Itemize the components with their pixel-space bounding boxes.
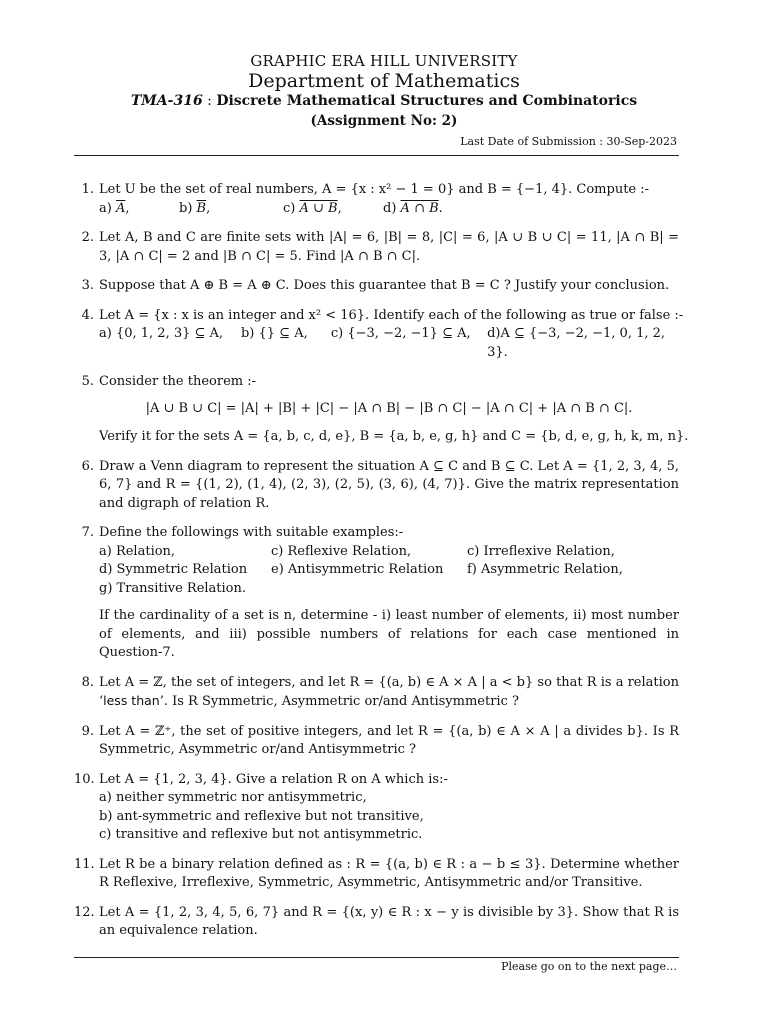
question-number: 2. — [81, 230, 94, 245]
question-12 — [74, 904, 679, 941]
submission-deadline: Last Date of Submission : 30-Sep-2023 — [460, 135, 677, 148]
inclusion-exclusion-formula: |A ∪ B ∪ C| = |A| + |B| + |C| − |A ∩ B| − |B ∩ C| − |A ∩ C| + |A ∩ B ∩ C|. — [145, 400, 633, 416]
university-name: GRAPHIC ERA HILL UNIVERSITY — [250, 52, 518, 70]
question-text: Let A = ℤ⁺, the set of positive integers, and let R = {(a, b) ∈ A × A | a divides b}. Is R Symmetric, Asymmetric or/and Antisymmetric ? — [99, 723, 679, 757]
question-text-part: Let A = ℤ, the set of integers, and let R = {(a, b) ∈ A × A | a < b} so that R is a relation ‘ — [99, 674, 679, 709]
question-number: 7. — [81, 525, 94, 540]
question-number: 6. — [81, 458, 94, 474]
course-code: TMA-316 — [130, 93, 203, 109]
question-number: 1. — [81, 182, 94, 197]
definition-item: d) Symmetric Relation — [99, 562, 248, 577]
question-text: Let A, B and C are finite sets with |A| = 6, |B| = 8, |C| = 6, |A ∪ B ∪ C| = 11, |A ∩ B| = 3, |A ∩ C| = 2 and |B ∩ C| = 5. Find |A ∩ B ∩ C|. — [99, 230, 679, 264]
option-d: d)A ⊆ {−3, −2, −1, 0, 1, 2, 3}. — [487, 326, 666, 360]
question-text: Consider the theorem :- — [99, 374, 257, 389]
next-page-note: Please go on to the next page… — [501, 960, 677, 973]
question-8 — [74, 674, 679, 712]
question-list — [74, 181, 689, 952]
question-paragraph: If the cardinality of a set is n, determine - i) least number of elements, ii) most number of elements, and iii) possible numbers of relations for each case mentioned in Question-7. — [99, 608, 679, 660]
option-d — [383, 200, 443, 219]
question-subtext: Verify it for the sets A = {a, b, c, d, e}, B = {a, b, e, g, h} and C = {b, d, e, g, h, k, m, n}. — [99, 429, 689, 444]
question-number: 3. — [81, 278, 94, 293]
question-number: 8. — [81, 674, 94, 690]
question-10 — [74, 771, 679, 845]
question-11 — [74, 856, 679, 893]
list-item: c) transitive and reflexive but not antisymmetric. — [99, 827, 423, 842]
question-number: 9. — [81, 723, 94, 739]
question-text: Let A = {x : x is an integer and x² < 16}. Identify each of the following as true or false :- — [99, 307, 684, 323]
option-c — [283, 200, 383, 219]
question-5 — [74, 373, 689, 447]
footer-divider — [74, 957, 679, 958]
option-b — [179, 200, 283, 219]
definition-item: c) Reflexive Relation, — [271, 543, 412, 559]
definition-row — [99, 561, 679, 580]
complement-intersection: A ∩ B — [400, 200, 439, 216]
option-a: a) {0, 1, 2, 3} ⊆ A, — [99, 326, 224, 341]
assignment-number: (Assignment No: 2) — [310, 113, 458, 129]
option-row — [99, 325, 679, 362]
option-punct: , — [206, 200, 211, 216]
question-number: 10. — [74, 771, 95, 787]
course-title — [0, 93, 768, 109]
option-b: b) {} ⊆ A, — [240, 326, 308, 341]
definition-item: f) Asymmetric Relation, — [467, 562, 623, 577]
course-name: Discrete Mathematical Structures and Combinatorics — [216, 93, 638, 109]
list-item: a) neither symmetric nor antisymmetric, — [99, 790, 367, 805]
question-4 — [74, 307, 684, 363]
definition-row — [99, 580, 679, 599]
question-text-part: ’. Is R Symmetric, Asymmetric or/and Antisymmetric ? — [159, 694, 519, 709]
question-6 — [74, 458, 679, 514]
question-number: 4. — [81, 307, 94, 323]
question-text: Define the followings with suitable examples:- — [99, 525, 404, 540]
question-number: 5. — [81, 374, 94, 389]
complement-a: $\overline{A}$ — [115, 200, 126, 216]
question-3 — [74, 277, 679, 296]
option-punct: , — [125, 200, 130, 216]
option-label: a) — [99, 200, 112, 216]
question-text: Let R be a binary relation defined as : R = {(a, b) ∈ R : a − b ≤ 3}. Determine whether R Reflexive, Irreflexive, Symmetric, Asymmetric, Antisymmetric and/or Transitive. — [99, 856, 679, 890]
question-text — [99, 674, 679, 712]
option-c: c) {−3, −2, −1} ⊆ A, — [330, 326, 471, 341]
option-row — [99, 200, 679, 219]
course-separator: : — [202, 93, 217, 109]
question-number: 12. — [74, 904, 95, 920]
department-name: Department of Mathematics — [248, 70, 520, 92]
question-text: Draw a Venn diagram to represent the situation A ⊆ C and B ⊆ C. Let A = {1, 2, 3, 4, 5, 6, 7} and R = {(1, 2), (1, 4), (2, 3), (2, 5), (3, 6), (4, 7)}. Give the matrix representation and digraph of relation R. — [99, 458, 679, 511]
list-item: b) ant-symmetric and reflexive but not transitive, — [99, 808, 424, 824]
header-divider — [74, 155, 679, 156]
question-text: Let U be the set of real numbers, A = {x : x² − 1 = 0} and B = {−1, 4}. Compute :- — [99, 182, 650, 197]
complement-union: A ∪ B — [299, 200, 338, 216]
question-text: Suppose that A ⊕ B = A ⊕ C. Does this guarantee that B = C ? Justify your conclusion. — [99, 278, 670, 293]
question-text: Let A = {1, 2, 3, 4, 5, 6, 7} and R = {(x, y) ∈ R : x − y is divisible by 3}. Show that R is an equivalence relation. — [99, 904, 679, 938]
less-than-term: less than — [103, 693, 160, 708]
question-1 — [74, 181, 679, 218]
definition-item: a) Relation, — [99, 543, 176, 559]
option-label: d) — [383, 200, 397, 216]
definition-item: c) Irreflexive Relation, — [467, 543, 615, 559]
option-label: b) — [179, 200, 193, 216]
question-text: Let A = {1, 2, 3, 4}. Give a relation R on A which is:- — [99, 771, 448, 787]
option-a — [99, 200, 179, 219]
complement-b: $\overline{B}$ — [196, 200, 207, 216]
question-9 — [74, 723, 679, 760]
definition-item: g) Transitive Relation. — [99, 580, 247, 596]
question-2 — [74, 229, 679, 266]
definition-item: e) Antisymmetric Relation — [271, 562, 444, 577]
definition-row — [99, 543, 679, 562]
option-punct: , — [337, 200, 342, 216]
question-7 — [74, 524, 679, 663]
option-label: c) — [283, 200, 296, 216]
option-punct: . — [438, 200, 443, 216]
question-number: 11. — [74, 856, 95, 872]
